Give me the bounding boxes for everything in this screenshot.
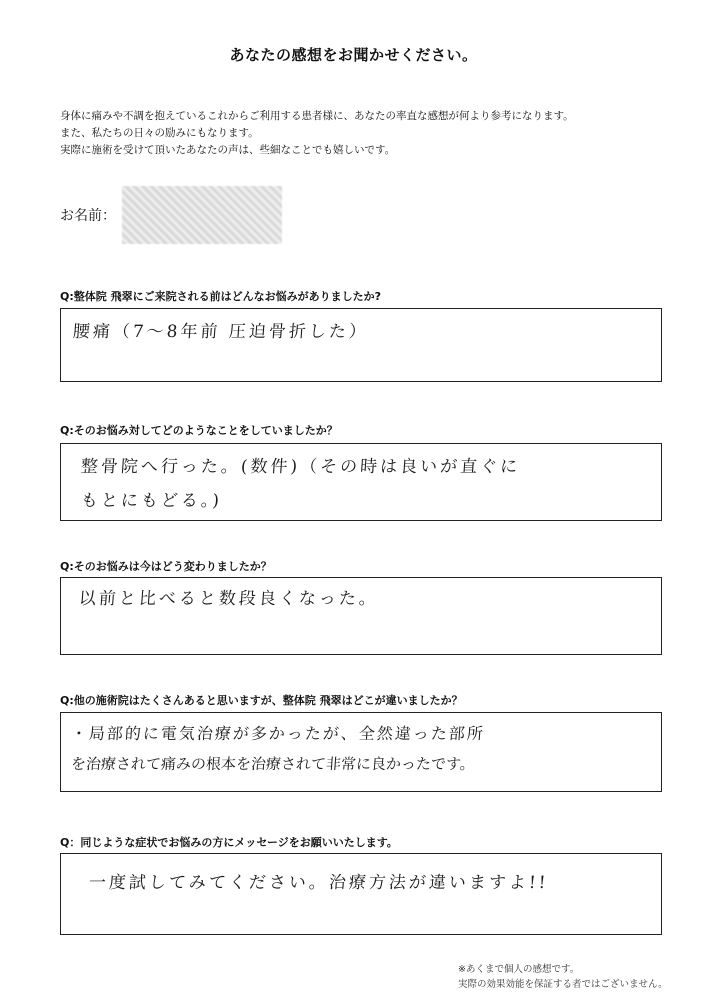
question-5: Q：同じような症状でお悩みの方にメッセージをお願いいたします。 [60, 836, 398, 849]
footnote [458, 962, 677, 992]
answer-1-line-1: 腰痛（7～8年前 圧迫骨折した） [72, 322, 370, 342]
intro-line: 実際に施術を受けて頂いたあなたの声は、些細なことでも嬉しいです。 [60, 144, 396, 156]
answer-4-line-1: ・局部的に電気治療が多かったが、全然違った部所 [70, 724, 486, 743]
question-4: Q:他の施術院はたくさんあると思いますが、整体院 飛翠はどこが違いましたか？ [60, 694, 463, 707]
answer-box-3 [60, 577, 662, 655]
intro-line: 身体に痛みや不調を抱えているこれからご利用する患者様に、あなたの率直な感想が何より参考になります。 [60, 110, 574, 122]
answer-5-line-1: 一度試してみてください。治療方法が違いますよ!! [88, 873, 550, 893]
answer-box-1 [60, 308, 662, 382]
answer-box-2 [60, 443, 662, 521]
answer-3-line-1: 以前と比べると数段良くなった。 [78, 589, 380, 609]
question-3: Q:そのお悩みは今はどう変わりましたか？ [60, 560, 272, 573]
footnote-line: ※あくまで個人の感想です。 [458, 964, 580, 975]
answer-2-line-1: 整骨院へ行った。(数件)（その時は良いが直ぐに [80, 457, 521, 477]
name-redacted-area [122, 186, 282, 244]
page-title: あなたの感想をお聞かせください。 [229, 46, 478, 64]
answer-2-line-2: もとにもどる。) [80, 491, 223, 511]
answer-box-5 [60, 853, 662, 935]
footnote-line: 実際の効果効能を保証する者ではございません。 [458, 979, 668, 990]
question-2: Q:そのお悩み対してどのようなことをしていましたか？ [60, 424, 338, 437]
question-1: Q:整体院 飛翠にご来院される前はどんなお悩みがありましたか? [60, 290, 381, 303]
intro-line: また、私たちの日々の励みにもなります。 [60, 127, 259, 139]
answer-4-line-2: を治療されて痛みの根本を治療されて非常に良かったです。 [70, 755, 476, 773]
name-label: お名前： [60, 208, 116, 224]
answer-box-4 [60, 712, 662, 792]
